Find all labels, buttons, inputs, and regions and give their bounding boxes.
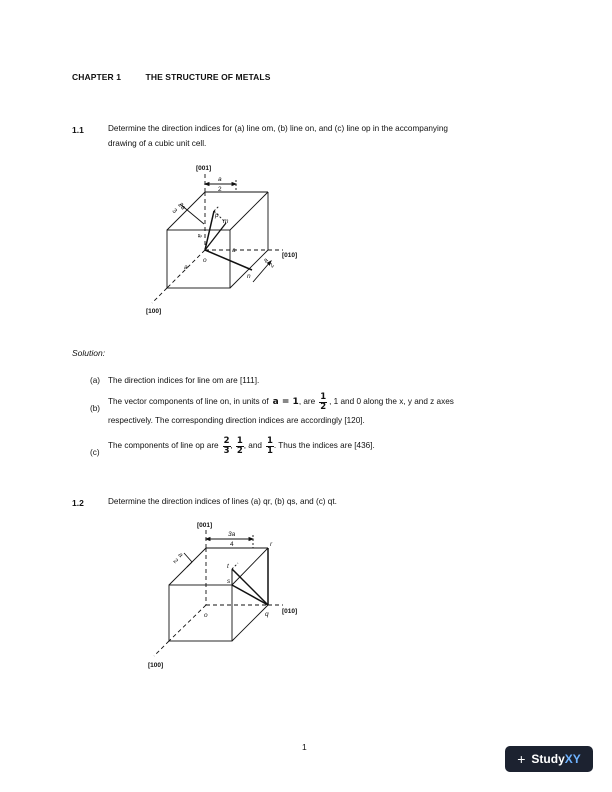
solution-b-text1: The vector components of line on, in units of [108, 396, 269, 406]
fig2-point-s: s [227, 578, 231, 585]
solution-b-frac-den: 2 [320, 401, 327, 412]
solution-c-sep1: , [230, 440, 233, 450]
solution-b-text [108, 390, 548, 429]
solution-a-label: (a) [90, 376, 101, 385]
cube-figure-2 [140, 515, 310, 675]
fig2-dim-top-num: 3a [228, 531, 236, 538]
page-number: 1 [302, 742, 307, 752]
problem-2-text: Determine the direction indices of lines (a) qr, (b) qs, and (c) qt. [108, 497, 337, 506]
logo-text-a: Study [531, 752, 565, 766]
problem-1-text [108, 122, 548, 151]
fig2-axis-010: [010] [282, 608, 298, 615]
fig1-label-a-diagonal: a [184, 264, 188, 271]
problem-number-2: 1.2 [72, 498, 84, 508]
fig1-dim-right-den: 2 [268, 262, 276, 270]
solution-c-f3-den: 1 [266, 445, 273, 456]
fig1-dim-left-num: 2a [176, 201, 187, 212]
solution-c-frac2 [236, 437, 244, 456]
fig1-point-m: m [223, 218, 229, 225]
cube2-front-face [169, 585, 232, 641]
fig1-label-a-vertical: a [196, 234, 203, 238]
fig2-point-q: q [265, 611, 269, 618]
fig1-dim-top-den: 2 [218, 186, 222, 193]
solution-c-frac3 [266, 437, 274, 456]
solution-c-label: (c) [90, 448, 100, 457]
solution-c-f1-num: 2 [223, 435, 230, 446]
fig1-point-p: p [215, 212, 219, 219]
solution-c-frac1 [223, 437, 231, 456]
fig1-dim-left-den: 3 [170, 207, 179, 215]
solution-c-and: , and [243, 440, 262, 450]
problem-1-line1: Determine the direction indices for (a) line om, (b) line on, and (c) line op in the accompanying [108, 124, 448, 133]
chapter-heading [72, 72, 270, 82]
fig1-axis-010: [010] [282, 252, 298, 259]
fig1-point-n: n [247, 273, 251, 280]
fig2-point-o: o [204, 612, 208, 619]
fig2-point-t: t [227, 563, 229, 570]
fig2-dim-left-den: 2 [171, 557, 180, 565]
solution-b-label: (b) [90, 404, 101, 413]
solution-c-f2-den: 2 [236, 445, 243, 456]
plus-icon: + [517, 751, 526, 767]
solution-b-frac [319, 393, 327, 412]
solution-c-f1-den: 3 [223, 445, 230, 456]
fig1-axis-001: [001] [196, 165, 212, 172]
cube1-front-face [167, 230, 230, 288]
solution-b-line2: respectively. The corresponding direction indices are accordingly [120]. [108, 416, 365, 425]
solution-b-frac-num: 1 [320, 391, 327, 402]
solution-c-text [108, 434, 548, 458]
fig1-point-o: o [203, 257, 207, 264]
chapter-label: CHAPTER 1 [72, 72, 122, 82]
solution-c-f2-num: 1 [236, 435, 243, 446]
solution-b-eq: a = 1 [272, 396, 299, 407]
fig1-dim-right-num: a [262, 257, 270, 265]
solution-c-text2: . Thus the indices are [436]. [273, 440, 375, 450]
problem-1-line2: drawing of a cubic unit cell. [108, 138, 207, 148]
solution-a-text: The direction indices for line om are [111]. [108, 376, 260, 385]
solution-heading: Solution: [72, 348, 106, 358]
fig2-dim-left-num: a [176, 551, 185, 559]
solution-b-text3: , 1 and 0 along the x, y and z axes [329, 396, 454, 406]
fig1-dim-top-num: a [218, 176, 222, 183]
solution-c-text1: The components of line op are [108, 440, 219, 450]
problem-number-1: 1.1 [72, 125, 84, 135]
fig1-axis-100: [100] [146, 308, 162, 315]
fig2-axis-100: [100] [148, 662, 164, 669]
studyxy-logo[interactable] [505, 746, 593, 772]
cube-figure-1 [140, 160, 310, 320]
fig1-label-a-horizontal: a [232, 247, 236, 254]
solution-c-f3-num: 1 [266, 435, 273, 446]
fig2-point-r: r [270, 541, 273, 548]
logo-text-b: XY [564, 752, 581, 766]
fig2-dim-top-den: 4 [230, 541, 234, 548]
solution-b-text2: , are [298, 396, 316, 406]
fig2-axis-001: [001] [197, 522, 213, 529]
chapter-title: THE STRUCTURE OF METALS [145, 72, 271, 82]
